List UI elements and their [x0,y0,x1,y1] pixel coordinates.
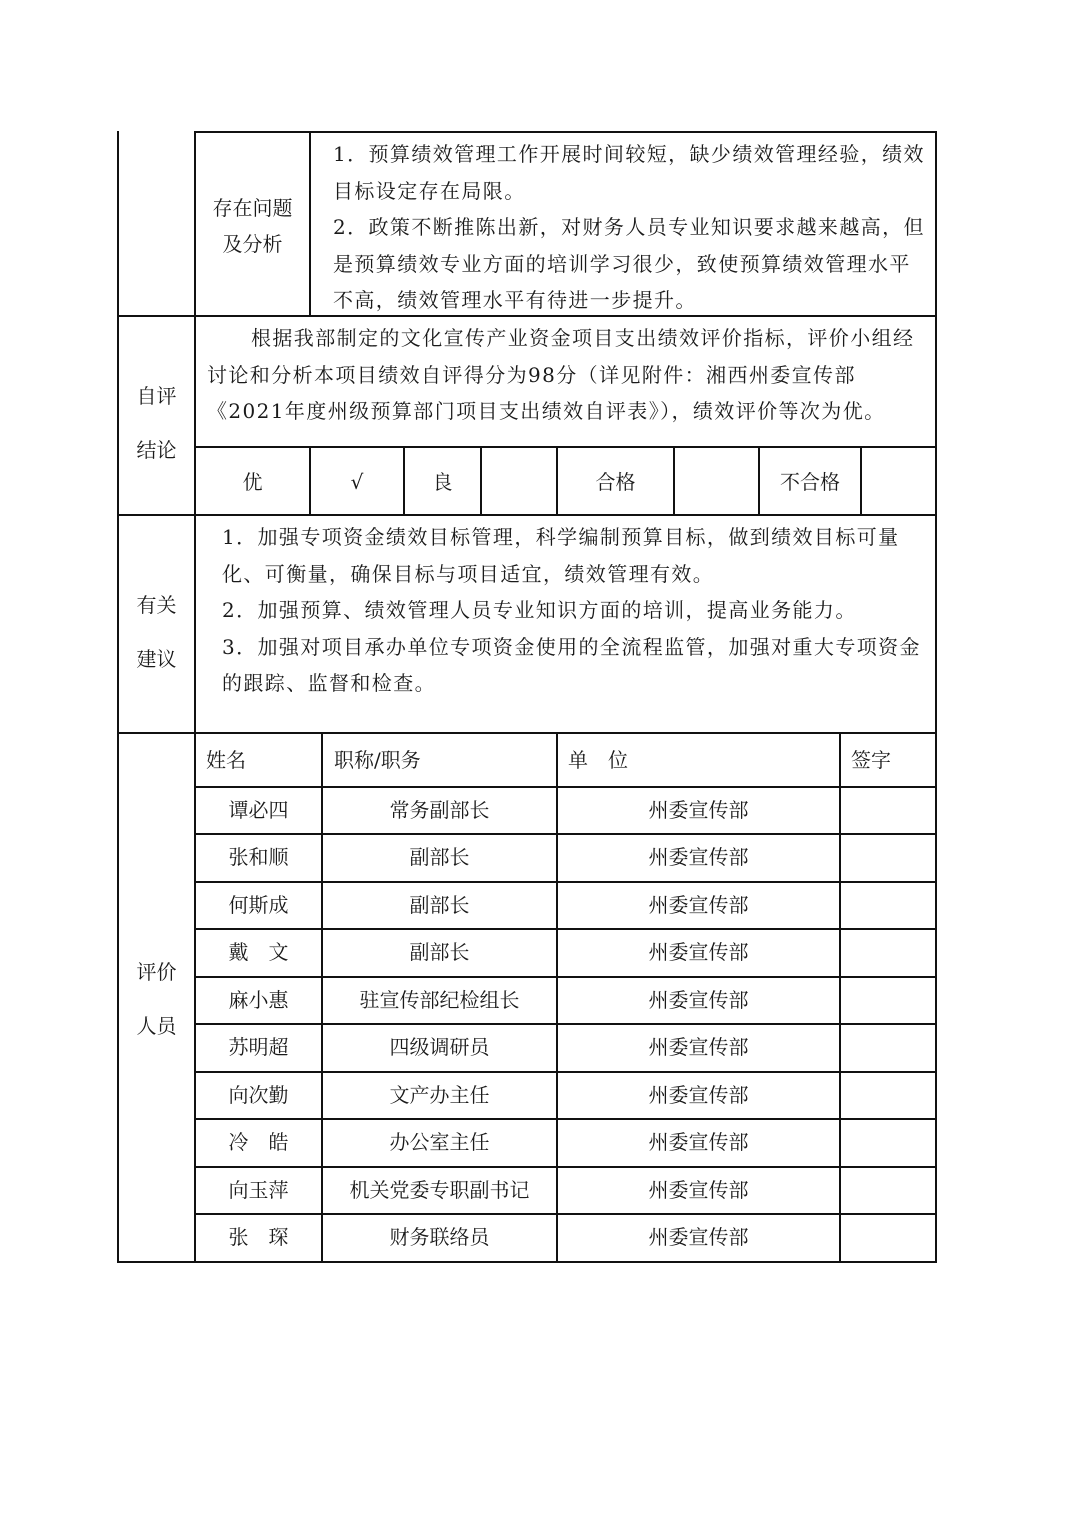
issues-label: 存在问题 及分析 [212,196,293,256]
evaluator-signature-cell[interactable] [841,787,935,833]
section-divider-3 [117,732,937,734]
evaluator-unit: 州委宣传部 [648,1130,749,1154]
grade-divider [480,446,482,516]
evaluator-name: 向玉萍 [228,1178,289,1202]
evaluator-signature-cell[interactable] [841,834,935,880]
conclusion-text: 根据我部制定的文化宣传产业资金项目支出绩效评价指标，评价小组经讨论和分析本项目绩效自评得分为98分（详见附件：湘西州委宣传部《2021年度州级预算部门项目支出绩效自评表》），绩效评价等次为优。 [207,326,915,423]
evaluator-unit: 州委宣传部 [648,988,749,1012]
grade-label-good: 良 [432,470,453,494]
suggestion-item: 1．加强专项资金绩效目标管理，科学编制预算目标，做到绩效目标可量化、可衡量，确保目标与项目适宜，绩效管理有效。 [222,525,900,586]
grade-row-top [194,446,937,448]
header-title: 职称/职务 [334,748,421,772]
evaluators-label: 评价 人员 [136,960,177,1038]
grade-mark-excellent: √ [350,470,364,494]
evaluator-unit: 州委宣传部 [648,845,749,869]
evaluator-title: 常务副部长 [389,798,490,822]
issue-item: 2．政策不断推陈出新，对财务人员专业知识要求越来越高，但是预算绩效专业方面的培训学习很少，致使预算绩效管理水平不高，绩效管理水平有待进一步提升。 [333,215,925,312]
evaluator-unit: 州委宣传部 [648,1225,749,1249]
table-border-left [117,131,119,1263]
issue-item: 1．预算绩效管理工作开展时间较短，缺少绩效管理经验，绩效目标设定存在局限。 [333,142,925,203]
evaluator-unit: 州委宣传部 [648,893,749,917]
header-signature: 签字 [851,748,891,772]
evaluator-signature-cell[interactable] [841,1024,935,1070]
evaluator-name: 张 琛 [228,1225,289,1249]
evaluator-title: 四级调研员 [389,1035,490,1059]
evaluator-unit: 州委宣传部 [648,1178,749,1202]
evaluator-name: 张和顺 [228,845,289,869]
grade-divider [673,446,675,516]
evaluator-signature-cell[interactable] [841,929,935,975]
evaluator-signature-cell[interactable] [841,1167,935,1213]
evaluator-title: 副部长 [409,845,470,869]
table-border-right [935,131,937,1263]
evaluator-name: 麻小惠 [228,988,289,1012]
evaluator-name: 戴 文 [228,940,289,964]
evaluator-title: 办公室主任 [389,1130,490,1154]
evaluator-title: 副部长 [409,940,470,964]
evaluator-unit: 州委宣传部 [648,940,749,964]
header-unit: 单 位 [568,748,628,772]
table-top-line [194,131,937,133]
evaluator-title: 副部长 [409,893,470,917]
grade-label-excellent: 优 [242,470,263,494]
evaluator-title: 机关党委专职副书记 [349,1178,530,1202]
evaluator-unit: 州委宣传部 [648,1035,749,1059]
evaluator-name: 何斯成 [228,893,289,917]
grade-label-fail: 不合格 [780,470,840,494]
issues-content [333,136,928,319]
header-name: 姓名 [206,748,246,772]
evaluator-name: 冷 皓 [228,1130,289,1154]
suggestions-label: 有关 建议 [136,593,177,671]
suggestions-content [222,519,930,702]
section-divider-2 [117,514,937,516]
evaluator-title: 驻宣传部纪检组长 [359,988,520,1012]
evaluator-name: 谭必四 [228,798,289,822]
evaluator-name: 向次勤 [228,1083,289,1107]
evaluator-name: 苏明超 [228,1035,289,1059]
evaluator-signature-cell[interactable] [841,977,935,1023]
issues-inner-divider [309,131,311,316]
suggestion-item: 3．加强对项目承办单位专项资金使用的全流程监管，加强对重大专项资金的跟踪、监督和检查。 [222,634,921,695]
suggestion-item: 2．加强预算、绩效管理人员专业知识方面的培训，提高业务能力。 [222,598,857,622]
evaluator-unit: 州委宣传部 [648,798,749,822]
evaluator-title: 财务联络员 [389,1225,490,1249]
table-bottom-line [117,1261,937,1263]
evaluator-signature-cell[interactable] [841,1072,935,1118]
evaluator-signature-cell[interactable] [841,1214,935,1260]
grade-label-pass: 合格 [595,470,636,494]
evaluator-unit: 州委宣传部 [648,1083,749,1107]
evaluator-signature-cell[interactable] [841,882,935,928]
conclusion-label: 自评 结论 [136,384,177,462]
evaluator-signature-cell[interactable] [841,1119,935,1165]
evaluator-title: 文产办主任 [389,1083,490,1107]
grade-divider [860,446,862,516]
